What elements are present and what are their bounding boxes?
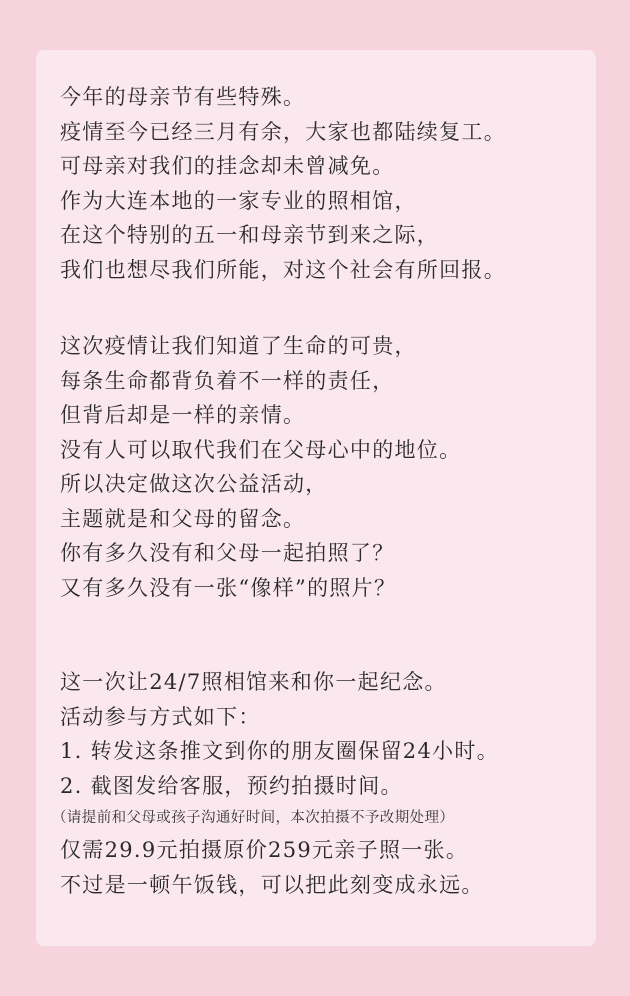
paragraph-spacer (60, 287, 586, 329)
text-line: 你有多久没有和父母一起拍照了？ (60, 541, 395, 565)
text-line: 今年的母亲节有些特殊。 (60, 85, 306, 109)
paragraph-intro (60, 80, 586, 287)
text-line: 在这个特别的五一和母亲节到来之际， (60, 223, 440, 247)
text-line: 主题就是和父母的留念。 (60, 506, 306, 531)
text-line: 又有多久没有一张“像样”的照片？ (60, 575, 397, 600)
text-line: 作为大连本地的一家专业的照相馆， (60, 188, 417, 213)
paragraph-reflection (60, 329, 586, 605)
text-line: 我们也想尽我们所能，对这个社会有所回报。 (60, 257, 506, 282)
text-line: 这一次让24/7照相馆来和你一起纪念。 (60, 670, 447, 694)
text-line: 每条生命都背负着不一样的责任， (60, 368, 395, 393)
step-item: 1. 转发这条推文到你的朋友圈保留24小时。 (60, 739, 500, 763)
text-line: 没有人可以取代我们在父母心中的地位。 (60, 437, 462, 462)
price-line: 仅需29.9元拍摄原价259元亲子照一张。 (60, 838, 469, 862)
text-line: 疫情至今已经三月有余，大家也都陆续复工。 (60, 119, 506, 144)
step-item: 2. 截图发给客服，预约拍摄时间。 (60, 773, 403, 798)
article-body (52, 80, 586, 902)
text-line: 可母亲对我们的挂念却未曾减免。 (60, 154, 395, 178)
activity-note: （请提前和父母或孩子沟通好时间，本次拍摄不予改期处理） (52, 810, 455, 826)
text-line: 所以决定做这次公益活动， (60, 472, 328, 496)
paragraph-spacer (60, 605, 586, 665)
text-line: 活动参与方式如下： (60, 704, 261, 729)
closing-line: 不过是一顿午饭钱，可以把此刻变成永远。 (60, 872, 484, 897)
text-line: 这次疫情让我们知道了生命的可贵， (60, 334, 417, 358)
text-line: 但背后却是一样的亲情。 (60, 403, 306, 427)
paragraph-activity (52, 665, 586, 902)
article-card (36, 50, 596, 946)
